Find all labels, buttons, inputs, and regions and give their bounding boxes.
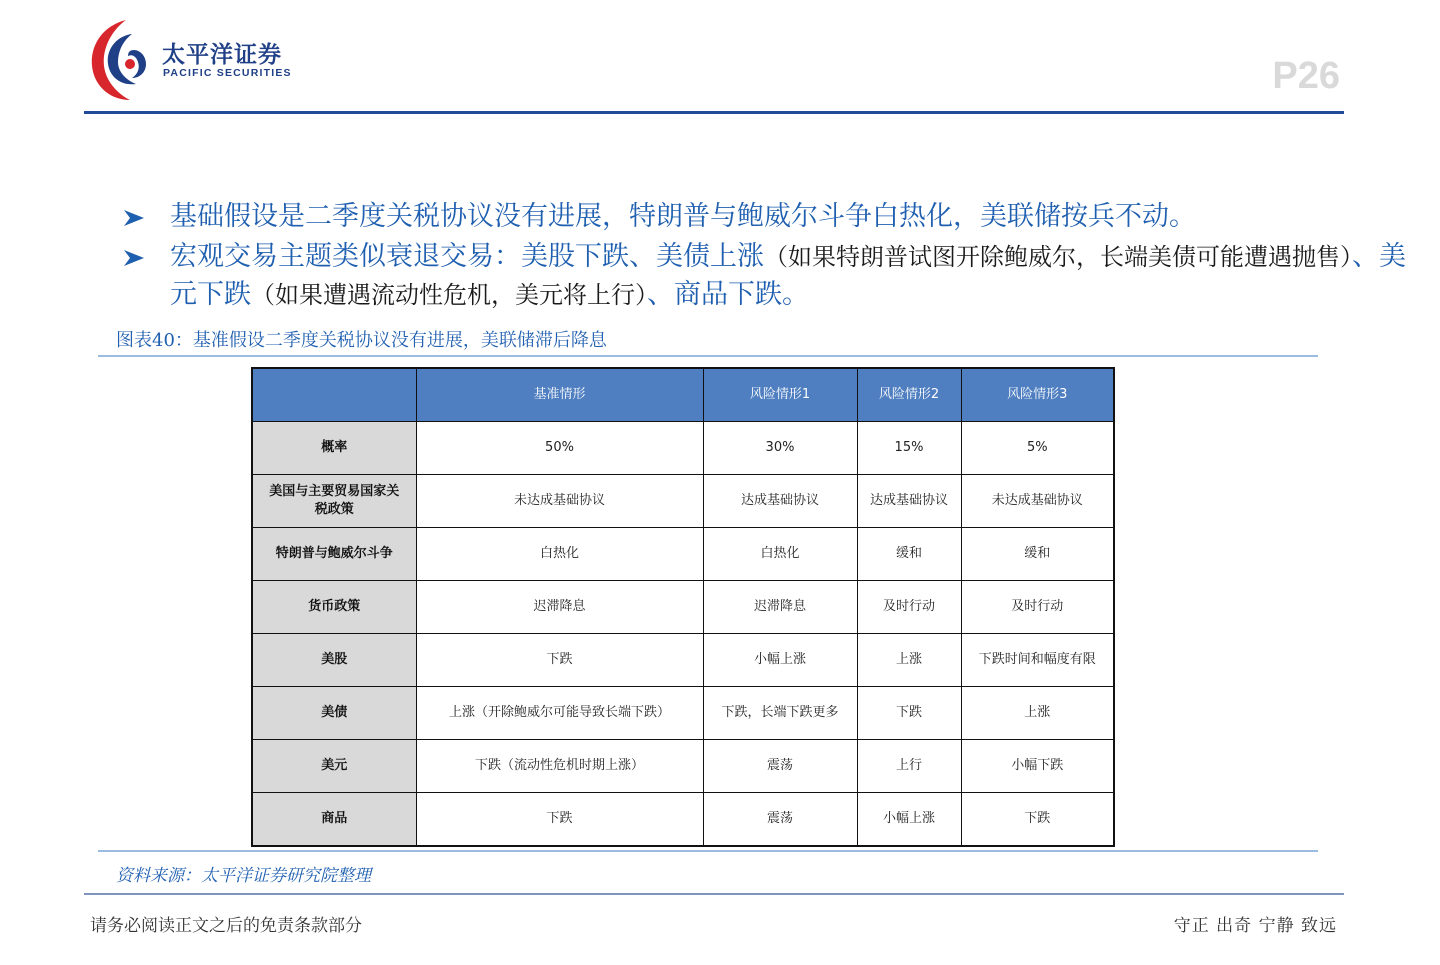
table-row xyxy=(252,528,1114,581)
table-cell: 及时行动 xyxy=(961,581,1114,634)
bullet-text: 宏观交易主题类似衰退交易：美股下跌、美债上涨 xyxy=(170,241,764,272)
table-cell: 上涨 xyxy=(857,634,961,687)
table-cell: 及时行动 xyxy=(857,581,961,634)
page-number: P26 xyxy=(1272,55,1340,97)
table-row xyxy=(252,581,1114,634)
table-cell: 上行 xyxy=(857,740,961,793)
bullet-text: 、美元下跌 xyxy=(170,241,1406,310)
bullet-note: （如果遭遇流动性危机，美元将上行） xyxy=(251,281,647,309)
table-cell: 震荡 xyxy=(703,740,857,793)
logo-chinese-name: 太平洋证券 xyxy=(162,42,282,68)
table-cell: 下跌 xyxy=(416,634,703,687)
table-cell: 达成基础协议 xyxy=(703,475,857,528)
row-header-cell: 美国与主要贸易国家关税政策 xyxy=(252,475,416,528)
table-cell: 5% xyxy=(961,422,1114,475)
figure-bottom-rule xyxy=(98,850,1318,852)
bullet-note: （如果特朗普试图开除鲍威尔，长端美债可能遭遇抛售） xyxy=(764,243,1352,271)
table-cell: 15% xyxy=(857,422,961,475)
table-header-cell: 风险情形3 xyxy=(961,368,1114,422)
table-cell: 50% xyxy=(416,422,703,475)
row-header-cell: 美元 xyxy=(252,740,416,793)
bullet-point xyxy=(122,238,1412,314)
table-cell: 下跌，长端下跌更多 xyxy=(703,687,857,740)
company-logo xyxy=(88,16,292,102)
row-header-cell: 商品 xyxy=(252,793,416,847)
row-header-cell: 货币政策 xyxy=(252,581,416,634)
table-cell: 下跌 xyxy=(857,687,961,740)
footer-divider xyxy=(84,893,1344,895)
table-cell: 下跌 xyxy=(961,793,1114,847)
arrow-bullet-icon xyxy=(122,248,146,268)
company-motto: 守正 出奇 宁静 致远 xyxy=(1173,916,1337,936)
row-header-cell: 概率 xyxy=(252,422,416,475)
table-row xyxy=(252,740,1114,793)
table-cell: 迟滞降息 xyxy=(703,581,857,634)
table-header-cell: 基准情形 xyxy=(416,368,703,422)
figure-top-rule xyxy=(98,355,1318,357)
table-cell: 上涨 xyxy=(961,687,1114,740)
scenario-table xyxy=(251,367,1115,847)
table-header-row xyxy=(252,368,1114,422)
table-cell: 下跌（流动性危机时期上涨） xyxy=(416,740,703,793)
pacific-securities-logo-icon xyxy=(88,16,160,102)
table-header-cell xyxy=(252,368,416,422)
table-row xyxy=(252,687,1114,740)
table-cell: 达成基础协议 xyxy=(857,475,961,528)
table-cell: 下跌时间和幅度有限 xyxy=(961,634,1114,687)
logo-english-name: PACIFIC SECURITIES xyxy=(163,67,292,79)
arrow-bullet-icon xyxy=(122,208,146,228)
table-cell: 30% xyxy=(703,422,857,475)
key-points xyxy=(122,198,1412,314)
table-cell: 震荡 xyxy=(703,793,857,847)
table-row xyxy=(252,793,1114,847)
table-cell: 下跌 xyxy=(416,793,703,847)
header-divider xyxy=(84,111,1344,114)
bullet-text: 、商品下跌。 xyxy=(647,279,809,310)
table-cell: 白热化 xyxy=(416,528,703,581)
row-header-cell: 美股 xyxy=(252,634,416,687)
table-cell: 迟滞降息 xyxy=(416,581,703,634)
figure-title: 图表40：基准假设二季度关税协议没有进展，美联储滞后降息 xyxy=(116,330,607,351)
bullet-text: 基础假设是二季度关税协议没有进展，特朗普与鲍威尔斗争白热化，美联储按兵不动。 xyxy=(170,201,1196,232)
table-cell: 上涨（开除鲍威尔可能导致长端下跌） xyxy=(416,687,703,740)
table-header-cell: 风险情形2 xyxy=(857,368,961,422)
table-cell: 未达成基础协议 xyxy=(961,475,1114,528)
bullet-point xyxy=(122,198,1412,236)
disclaimer-notice: 请务必阅读正文之后的免责条款部分 xyxy=(90,916,362,936)
table-cell: 小幅下跌 xyxy=(961,740,1114,793)
table-cell: 小幅上涨 xyxy=(703,634,857,687)
table-row xyxy=(252,634,1114,687)
table-header-cell: 风险情形1 xyxy=(703,368,857,422)
table-cell: 未达成基础协议 xyxy=(416,475,703,528)
table-row xyxy=(252,422,1114,475)
row-header-cell: 美债 xyxy=(252,687,416,740)
row-header-cell: 特朗普与鲍威尔斗争 xyxy=(252,528,416,581)
data-source-note: 资料来源：太平洋证券研究院整理 xyxy=(116,866,371,886)
table-cell: 缓和 xyxy=(857,528,961,581)
table-row xyxy=(252,475,1114,528)
table-cell: 白热化 xyxy=(703,528,857,581)
table-cell: 缓和 xyxy=(961,528,1114,581)
table-cell: 小幅上涨 xyxy=(857,793,961,847)
